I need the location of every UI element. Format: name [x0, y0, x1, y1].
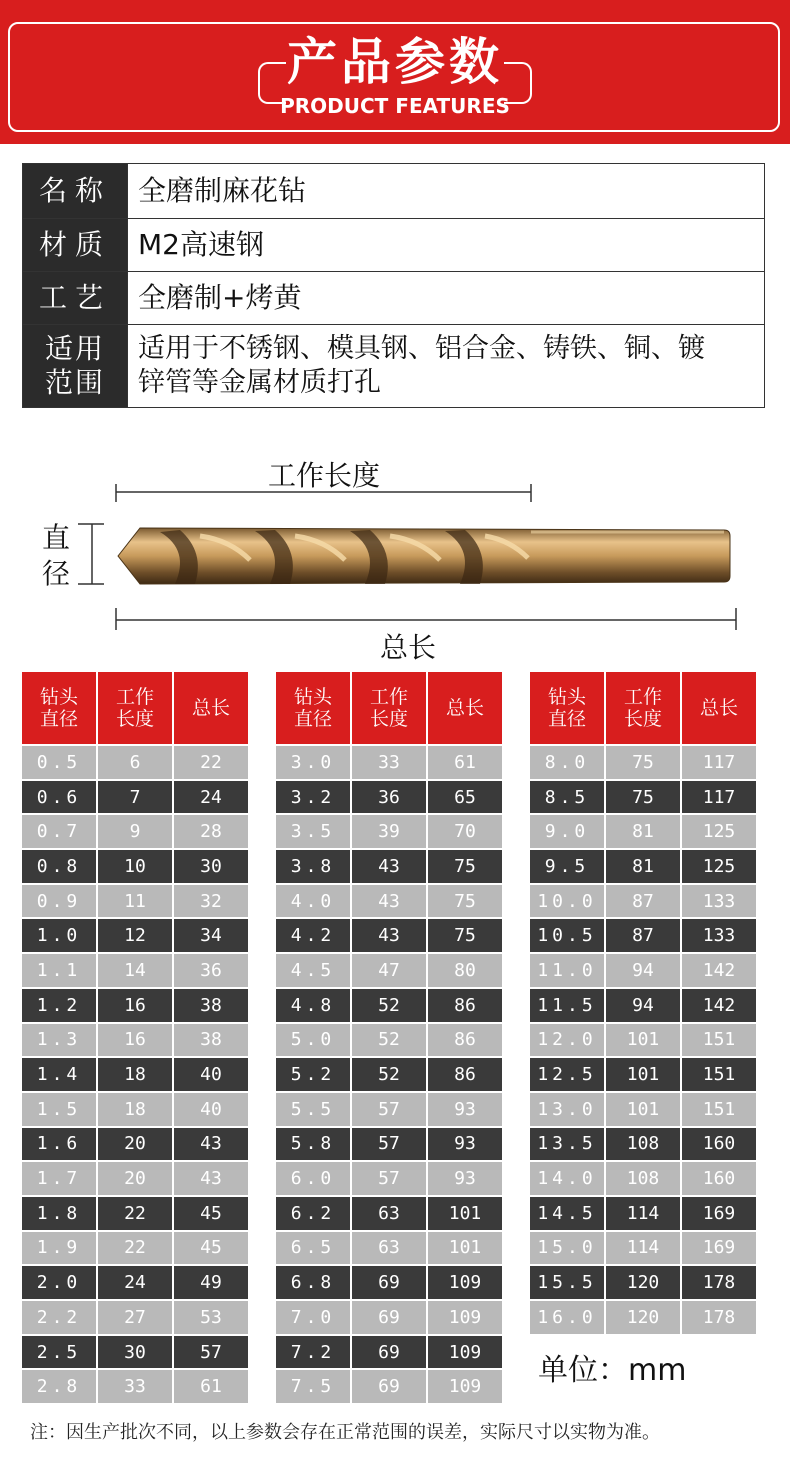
- table-cell: 18: [98, 1093, 172, 1126]
- table-cell: 38: [174, 1024, 248, 1057]
- table-row: [276, 850, 502, 883]
- table-cell: 4.2: [276, 919, 350, 952]
- table-cell: 45: [174, 1197, 248, 1230]
- table-row: [276, 1370, 502, 1403]
- table-cell: 6: [98, 746, 172, 779]
- table-row: [22, 781, 248, 814]
- table-cell: 13.5: [530, 1128, 604, 1161]
- column-header: [98, 672, 172, 744]
- table-cell: 65: [428, 781, 502, 814]
- table-row: [276, 919, 502, 952]
- table-cell: 178: [682, 1266, 756, 1299]
- table-cell: 1.8: [22, 1197, 96, 1230]
- table-cell: 1.9: [22, 1232, 96, 1265]
- table-cell: 49: [174, 1266, 248, 1299]
- table-cell: 2.2: [22, 1301, 96, 1334]
- column-header-line: 钻头: [39, 686, 78, 708]
- table-cell: 13.0: [530, 1093, 604, 1126]
- spec-value: M2高速钢: [128, 219, 765, 272]
- table-row: [22, 1197, 248, 1230]
- table-cell: 11: [98, 885, 172, 918]
- table-row: [276, 954, 502, 987]
- table-cell: 3.8: [276, 850, 350, 883]
- column-header-line: 长度: [115, 708, 154, 730]
- table-cell: 151: [682, 1058, 756, 1091]
- table-row: [530, 1162, 756, 1195]
- spec-row: [23, 219, 765, 272]
- footnote: 注：因生产批次不同，以上参数会存在正常范围的误差，实际尺寸以实物为准。: [30, 1422, 660, 1443]
- table-cell: 14.0: [530, 1162, 604, 1195]
- table-row: [276, 1197, 502, 1230]
- table-cell: 33: [98, 1370, 172, 1403]
- table-cell: 93: [428, 1162, 502, 1195]
- table-cell: 40: [174, 1058, 248, 1091]
- table-cell: 52: [352, 989, 426, 1022]
- table-cell: 75: [606, 781, 680, 814]
- table-cell: 109: [428, 1336, 502, 1369]
- column-header-line: 长度: [369, 708, 408, 730]
- table-cell: 151: [682, 1093, 756, 1126]
- table-row: [276, 746, 502, 779]
- table-row: [530, 815, 756, 848]
- table-row: [22, 1232, 248, 1265]
- table-cell: 94: [606, 954, 680, 987]
- table-cell: 38: [174, 989, 248, 1022]
- table-row: [530, 954, 756, 987]
- table-cell: 1.0: [22, 919, 96, 952]
- table-cell: 57: [174, 1336, 248, 1369]
- table-cell: 24: [98, 1266, 172, 1299]
- table-cell: 3.5: [276, 815, 350, 848]
- table-cell: 69: [352, 1336, 426, 1369]
- spec-key: 材质: [23, 219, 128, 272]
- table-row: [276, 781, 502, 814]
- table-cell: 30: [174, 850, 248, 883]
- table-cell: 75: [428, 885, 502, 918]
- table-row: [22, 1266, 248, 1299]
- table-cell: 7.0: [276, 1301, 350, 1334]
- table-header-row: [22, 672, 248, 744]
- table-cell: 4.0: [276, 885, 350, 918]
- column-header-line: 工作: [369, 686, 408, 708]
- table-cell: 36: [352, 781, 426, 814]
- table-row: [276, 1024, 502, 1057]
- table-cell: 86: [428, 1024, 502, 1057]
- spec-key: 工艺: [23, 272, 128, 325]
- table-cell: 57: [352, 1093, 426, 1126]
- table-cell: 32: [174, 885, 248, 918]
- table-cell: 6.2: [276, 1197, 350, 1230]
- table-cell: 133: [682, 919, 756, 952]
- table-cell: 27: [98, 1301, 172, 1334]
- table-cell: 9.0: [530, 815, 604, 848]
- column-header: [276, 672, 350, 744]
- column-header-line: 直径: [293, 708, 332, 730]
- table-cell: 3.2: [276, 781, 350, 814]
- table-header-row: [530, 672, 756, 744]
- table-cell: 120: [606, 1301, 680, 1334]
- spec-value: 全磨制+烤黄: [128, 272, 765, 325]
- drill-bit: [118, 528, 730, 584]
- table-cell: 33: [352, 746, 426, 779]
- table-cell: 1.3: [22, 1024, 96, 1057]
- column-header-line: 直径: [547, 708, 586, 730]
- table-row: [22, 1058, 248, 1091]
- spec-row: [23, 272, 765, 325]
- table-row: [530, 850, 756, 883]
- table-cell: 125: [682, 850, 756, 883]
- table-row: [530, 1093, 756, 1126]
- table-row: [276, 815, 502, 848]
- size-table: [528, 670, 758, 1336]
- table-cell: 16.0: [530, 1301, 604, 1334]
- table-cell: 10: [98, 850, 172, 883]
- table-cell: 9.5: [530, 850, 604, 883]
- table-row: [22, 850, 248, 883]
- table-row: [276, 1058, 502, 1091]
- table-cell: 63: [352, 1197, 426, 1230]
- table-cell: 47: [352, 954, 426, 987]
- table-cell: 3.0: [276, 746, 350, 779]
- table-row: [530, 1128, 756, 1161]
- table-row: [530, 1266, 756, 1299]
- table-cell: 1.2: [22, 989, 96, 1022]
- table-cell: 7.5: [276, 1370, 350, 1403]
- table-cell: 8.0: [530, 746, 604, 779]
- table-cell: 75: [606, 746, 680, 779]
- table-row: [276, 1093, 502, 1126]
- table-cell: 0.9: [22, 885, 96, 918]
- column-header-line: 长度: [623, 708, 662, 730]
- unit-label: 单位：mm: [538, 1353, 687, 1388]
- table-cell: 12: [98, 919, 172, 952]
- table-cell: 142: [682, 954, 756, 987]
- spec-table: [22, 163, 765, 408]
- table-cell: 69: [352, 1370, 426, 1403]
- table-cell: 101: [428, 1197, 502, 1230]
- table-cell: 61: [174, 1370, 248, 1403]
- spec-key-multiline: [23, 325, 128, 408]
- table-cell: 101: [428, 1232, 502, 1265]
- table-header-row: [276, 672, 502, 744]
- table-cell: 109: [428, 1301, 502, 1334]
- total-length-dimension: [116, 608, 736, 630]
- table-cell: 12.5: [530, 1058, 604, 1091]
- diameter-label-2: 径: [42, 557, 71, 590]
- spec-key: 名称: [23, 164, 128, 219]
- page-subtitle: PRODUCT FEATURES: [280, 94, 510, 118]
- column-header: [606, 672, 680, 744]
- table-cell: 109: [428, 1266, 502, 1299]
- column-header-line: 总长: [699, 697, 738, 719]
- table-cell: 4.5: [276, 954, 350, 987]
- table-cell: 6.8: [276, 1266, 350, 1299]
- table-cell: 5.8: [276, 1128, 350, 1161]
- table-cell: 81: [606, 815, 680, 848]
- table-row: [22, 1093, 248, 1126]
- table-row: [530, 746, 756, 779]
- table-cell: 169: [682, 1197, 756, 1230]
- table-cell: 28: [174, 815, 248, 848]
- table-row: [22, 885, 248, 918]
- table-cell: 24: [174, 781, 248, 814]
- table-row: [276, 1128, 502, 1161]
- table-cell: 7.2: [276, 1336, 350, 1369]
- table-cell: 86: [428, 1058, 502, 1091]
- table-row: [22, 1370, 248, 1403]
- table-cell: 1.5: [22, 1093, 96, 1126]
- table-cell: 52: [352, 1058, 426, 1091]
- page-title: 产品参数: [287, 33, 503, 91]
- table-cell: 43: [352, 850, 426, 883]
- column-header: [174, 672, 248, 744]
- table-cell: 43: [352, 919, 426, 952]
- table-cell: 40: [174, 1093, 248, 1126]
- table-row: [276, 1301, 502, 1334]
- table-cell: 36: [174, 954, 248, 987]
- table-row: [530, 885, 756, 918]
- table-cell: 43: [352, 885, 426, 918]
- table-cell: 114: [606, 1197, 680, 1230]
- drill-diagram: [0, 440, 790, 670]
- column-header-line: 总长: [445, 697, 484, 719]
- table-cell: 14: [98, 954, 172, 987]
- table-cell: 52: [352, 1024, 426, 1057]
- table-cell: 160: [682, 1128, 756, 1161]
- spec-value-multiline: [128, 325, 765, 408]
- working-length-label: 工作长度: [268, 459, 381, 492]
- table-cell: 18: [98, 1058, 172, 1091]
- table-row: [276, 1162, 502, 1195]
- table-cell: 87: [606, 885, 680, 918]
- table-cell: 142: [682, 989, 756, 1022]
- table-row: [530, 1197, 756, 1230]
- table-cell: 43: [174, 1128, 248, 1161]
- column-header: [682, 672, 756, 744]
- table-cell: 57: [352, 1128, 426, 1161]
- table-cell: 178: [682, 1301, 756, 1334]
- table-row: [22, 989, 248, 1022]
- table-cell: 101: [606, 1058, 680, 1091]
- table-cell: 1.1: [22, 954, 96, 987]
- table-cell: 86: [428, 989, 502, 1022]
- spec-value-line: 适用于不锈钢、模具钢、铝合金、铸铁、铜、镀: [138, 333, 705, 364]
- table-row: [530, 1024, 756, 1057]
- table-cell: 1.7: [22, 1162, 96, 1195]
- table-cell: 53: [174, 1301, 248, 1334]
- column-header: [428, 672, 502, 744]
- table-cell: 2.0: [22, 1266, 96, 1299]
- table-cell: 11.5: [530, 989, 604, 1022]
- table-cell: 57: [352, 1162, 426, 1195]
- spec-row: [23, 325, 765, 408]
- table-cell: 69: [352, 1301, 426, 1334]
- table-cell: 7: [98, 781, 172, 814]
- table-cell: 109: [428, 1370, 502, 1403]
- size-table: [20, 670, 250, 1405]
- working-length-dimension: [116, 484, 531, 502]
- table-cell: 39: [352, 815, 426, 848]
- table-cell: 108: [606, 1162, 680, 1195]
- table-cell: 75: [428, 850, 502, 883]
- table-cell: 1.6: [22, 1128, 96, 1161]
- table-cell: 101: [606, 1093, 680, 1126]
- table-cell: 63: [352, 1232, 426, 1265]
- table-cell: 133: [682, 885, 756, 918]
- table-cell: 69: [352, 1266, 426, 1299]
- table-row: [22, 746, 248, 779]
- table-row: [276, 1232, 502, 1265]
- table-cell: 16: [98, 989, 172, 1022]
- diameter-label-1: 直: [42, 521, 71, 554]
- column-header-line: 总长: [191, 697, 230, 719]
- table-cell: 1.4: [22, 1058, 96, 1091]
- spec-key-line: 范围: [44, 366, 105, 399]
- table-cell: 70: [428, 815, 502, 848]
- total-length-label: 总长: [380, 631, 437, 664]
- table-cell: 80: [428, 954, 502, 987]
- table-cell: 5.0: [276, 1024, 350, 1057]
- table-cell: 0.8: [22, 850, 96, 883]
- table-row: [530, 781, 756, 814]
- table-cell: 16: [98, 1024, 172, 1057]
- table-row: [276, 885, 502, 918]
- column-header-line: 钻头: [293, 686, 332, 708]
- table-cell: 108: [606, 1128, 680, 1161]
- table-row: [276, 989, 502, 1022]
- table-cell: 22: [98, 1197, 172, 1230]
- table-cell: 117: [682, 781, 756, 814]
- table-cell: 93: [428, 1128, 502, 1161]
- table-cell: 169: [682, 1232, 756, 1265]
- table-cell: 0.5: [22, 746, 96, 779]
- table-row: [530, 989, 756, 1022]
- table-cell: 15.0: [530, 1232, 604, 1265]
- table-row: [22, 1301, 248, 1334]
- table-cell: 30: [98, 1336, 172, 1369]
- table-row: [22, 1336, 248, 1369]
- size-table: [274, 670, 504, 1405]
- table-cell: 11.0: [530, 954, 604, 987]
- column-header-line: 工作: [623, 686, 662, 708]
- table-cell: 6.0: [276, 1162, 350, 1195]
- table-cell: 93: [428, 1093, 502, 1126]
- column-header-line: 工作: [115, 686, 154, 708]
- table-cell: 22: [98, 1232, 172, 1265]
- table-cell: 10.5: [530, 919, 604, 952]
- table-cell: 8.5: [530, 781, 604, 814]
- table-row: [22, 1024, 248, 1057]
- table-row: [530, 1058, 756, 1091]
- table-cell: 12.0: [530, 1024, 604, 1057]
- table-cell: 5.5: [276, 1093, 350, 1126]
- spec-value-line: 锌管等金属材质打孔: [138, 367, 381, 398]
- table-cell: 20: [98, 1162, 172, 1195]
- table-cell: 5.2: [276, 1058, 350, 1091]
- column-header: [352, 672, 426, 744]
- diameter-dimension: [78, 524, 104, 584]
- column-header: [22, 672, 96, 744]
- table-cell: 22: [174, 746, 248, 779]
- table-cell: 6.5: [276, 1232, 350, 1265]
- table-cell: 4.8: [276, 989, 350, 1022]
- table-row: [276, 1336, 502, 1369]
- spec-key-line: 适用: [44, 332, 105, 365]
- table-cell: 2.8: [22, 1370, 96, 1403]
- spec-row: [23, 164, 765, 219]
- table-cell: 43: [174, 1162, 248, 1195]
- table-cell: 160: [682, 1162, 756, 1195]
- table-row: [22, 815, 248, 848]
- spec-value: 全磨制麻花钻: [128, 164, 765, 219]
- table-row: [530, 1232, 756, 1265]
- table-cell: 125: [682, 815, 756, 848]
- table-cell: 0.7: [22, 815, 96, 848]
- table-row: [530, 919, 756, 952]
- table-cell: 9: [98, 815, 172, 848]
- table-row: [530, 1301, 756, 1334]
- table-cell: 120: [606, 1266, 680, 1299]
- table-row: [22, 1128, 248, 1161]
- table-cell: 14.5: [530, 1197, 604, 1230]
- table-cell: 151: [682, 1024, 756, 1057]
- table-cell: 15.5: [530, 1266, 604, 1299]
- column-header-line: 钻头: [547, 686, 586, 708]
- table-cell: 10.0: [530, 885, 604, 918]
- table-cell: 81: [606, 850, 680, 883]
- table-row: [22, 919, 248, 952]
- column-header-line: 直径: [39, 708, 78, 730]
- drill-drawing: [0, 440, 790, 670]
- table-row: [22, 954, 248, 987]
- table-cell: 94: [606, 989, 680, 1022]
- table-cell: 101: [606, 1024, 680, 1057]
- table-cell: 45: [174, 1232, 248, 1265]
- table-cell: 87: [606, 919, 680, 952]
- table-row: [22, 1162, 248, 1195]
- table-cell: 61: [428, 746, 502, 779]
- table-cell: 0.6: [22, 781, 96, 814]
- table-cell: 117: [682, 746, 756, 779]
- table-cell: 2.5: [22, 1336, 96, 1369]
- table-cell: 34: [174, 919, 248, 952]
- table-row: [276, 1266, 502, 1299]
- table-cell: 20: [98, 1128, 172, 1161]
- table-cell: 75: [428, 919, 502, 952]
- table-cell: 114: [606, 1232, 680, 1265]
- column-header: [530, 672, 604, 744]
